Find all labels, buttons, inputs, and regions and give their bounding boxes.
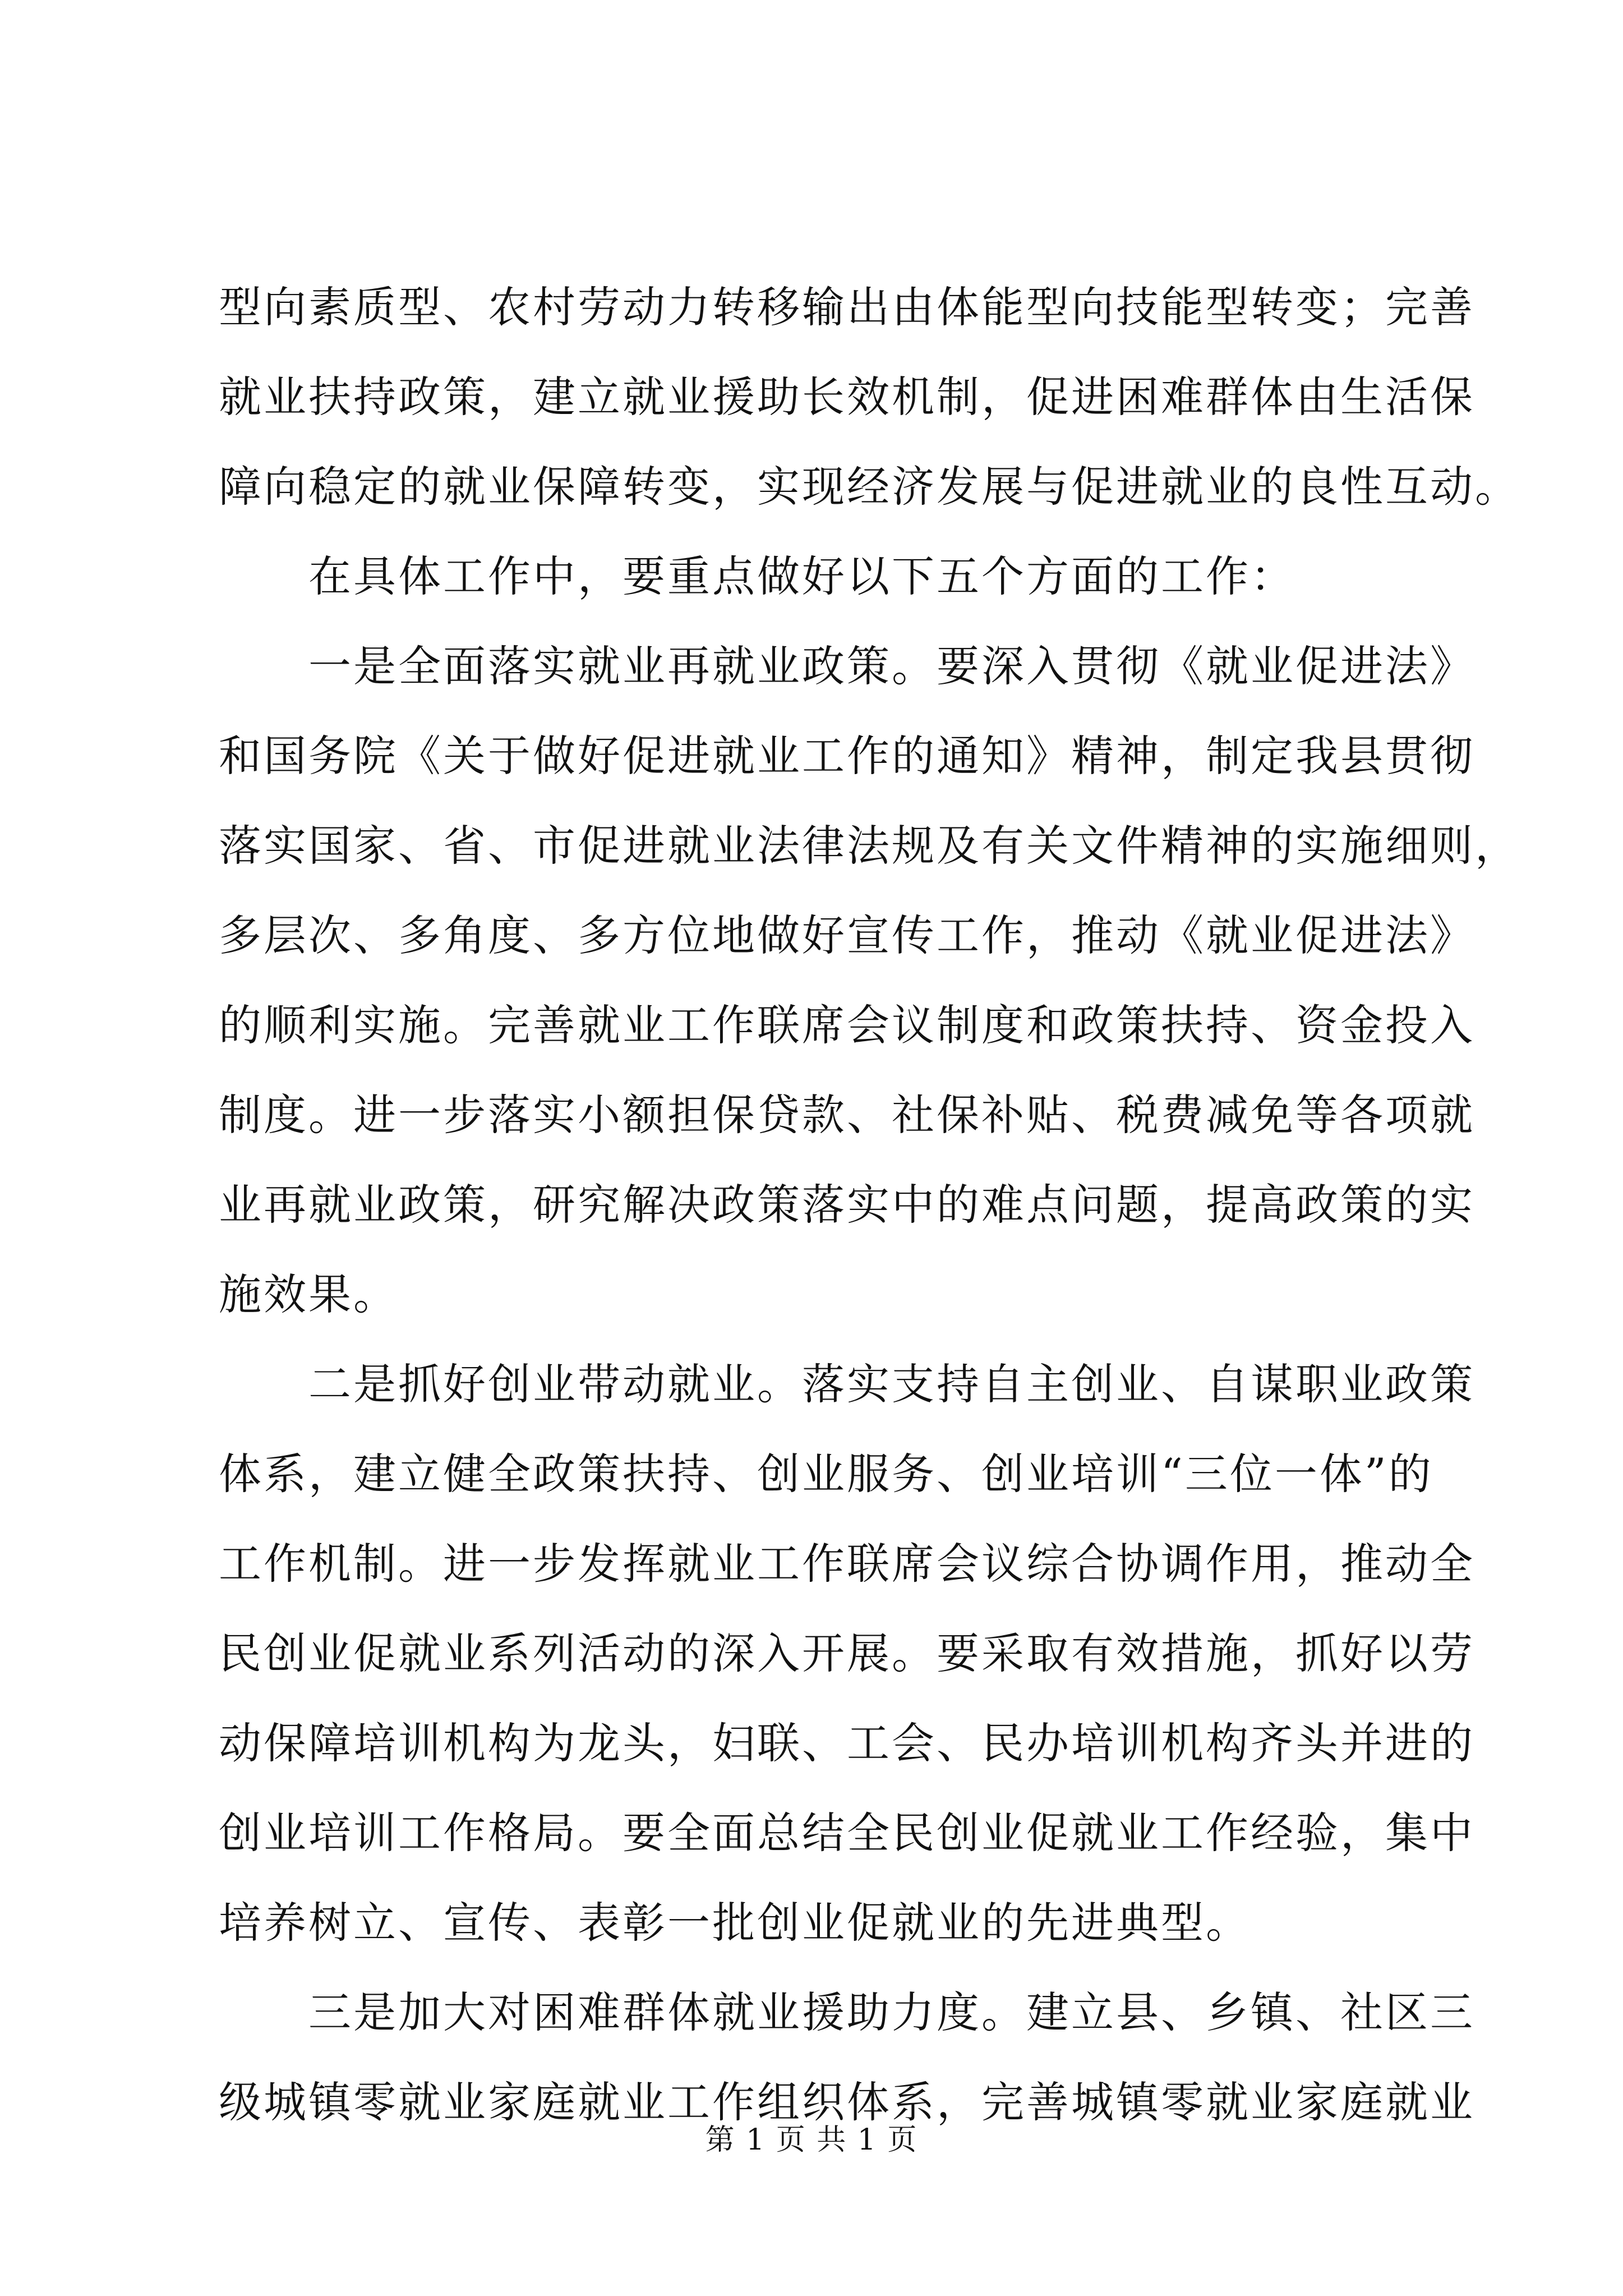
text-line: 多层次、多角度、多方位地做好宣传工作，推动《就业促进法》 [219,910,1475,960]
text-line: 就业扶持政策，建立就业援助长效机制，促进困难群体由生活保 [219,372,1475,422]
text-line: 业再就业政策，研究解决政策落实中的难点问题，提高政策的实 [219,1180,1475,1230]
text-line: 体系，建立健全政策扶持、创业服务、创业培训“三位一体”的 [219,1449,1433,1499]
text-line: 工作机制。进一步发挥就业工作联席会议综合协调作用，推动全 [219,1539,1475,1589]
text-line: 一是全面落实就业再就业政策。要深入贯彻《就业促进法》 [219,641,1475,691]
document-body [219,263,1520,2147]
text-line: 在具体工作中，要重点做好以下五个方面的工作： [219,551,1295,601]
text-line: 二是抓好创业带动就业。落实支持自主创业、自谋职业政策 [219,1359,1475,1409]
text-line: 培养树立、宣传、表彰一批创业促就业的先进典型。 [219,1898,1251,1948]
text-line: 民创业促就业系列活动的深入开展。要采取有效措施，抓好以劳 [219,1628,1475,1678]
text-line: 的顺利实施。完善就业工作联席会议制度和政策扶持、资金投入 [219,1000,1475,1050]
text-line: 动保障培训机构为龙头，妇联、工会、民办培训机构齐头并进的 [219,1718,1475,1768]
text-line: 落实国家、省、市促进就业法律法规及有关文件精神的实施细则， [219,821,1520,871]
text-line: 创业培训工作格局。要全面总结全民创业促就业工作经验，集中 [219,1808,1475,1858]
text-line: 和国务院《关于做好促进就业工作的通知》精神，制定我县贯彻 [219,731,1475,781]
page-footer [0,2120,1623,2160]
text-line: 三是加大对困难群体就业援助力度。建立县、乡镇、社区三 [219,1987,1475,2037]
text-line: 级城镇零就业家庭就业工作组织体系，完善城镇零就业家庭就业 [219,2077,1475,2127]
text-line: 施效果。 [219,1269,398,1319]
text-line: 障向稳定的就业保障转变，实现经济发展与促进就业的良性互动。 [219,462,1520,512]
text-line: 制度。进一步落实小额担保贷款、社保补贴、税费减免等各项就 [219,1090,1475,1140]
page-number-label: 第 1 页 共 1 页 [705,2123,918,2157]
text-line: 型向素质型、农村劳动力转移输出由体能型向技能型转变；完善 [219,282,1475,332]
